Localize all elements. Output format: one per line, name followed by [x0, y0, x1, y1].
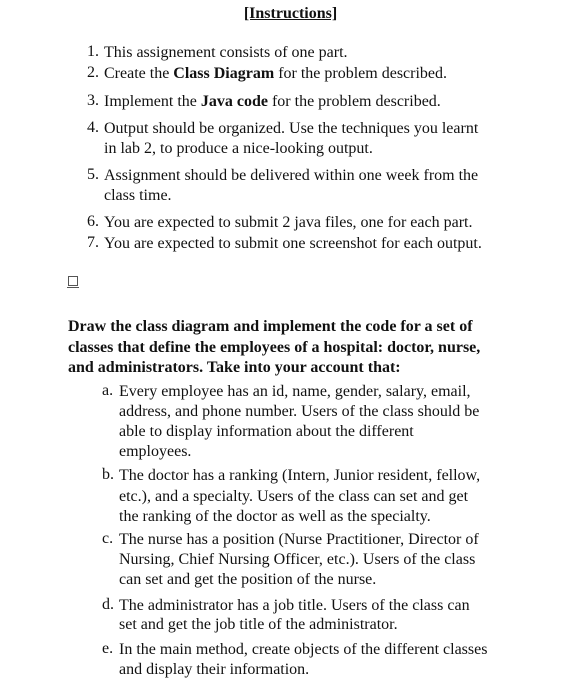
- requirement-letter: a.: [102, 382, 114, 399]
- instruction-number: 5.: [87, 166, 99, 183]
- instruction-text: for the problem described.: [267, 93, 441, 110]
- requirement-e-line-2: and display their information.: [119, 661, 310, 678]
- instruction-emphasis: Class Diagram: [173, 65, 275, 82]
- requirement-a-line-1: Every employee has an id, name, gender, salary, email,: [119, 383, 471, 400]
- instruction-number: 6.: [87, 213, 99, 230]
- instruction-text: Implement the: [104, 93, 201, 110]
- problem-line-1: Draw the class diagram and implement the code for a set of: [68, 318, 473, 335]
- requirement-a-line-4: employees.: [119, 443, 192, 460]
- instruction-text: Create the: [104, 65, 174, 82]
- instruction-item-6: You are expected to submit 2 java files, one for each part.: [104, 214, 473, 231]
- requirement-d-line-1: The administrator has a job title. Users of the class can: [119, 597, 470, 614]
- requirement-c-line-3: can set and get the position of the nurse.: [119, 571, 377, 588]
- instruction-item-3: [104, 92, 441, 112]
- instruction-emphasis: Java code: [200, 93, 268, 110]
- requirement-b-line-1: The doctor has a ranking (Intern, Junior resident, fellow,: [119, 467, 481, 484]
- instruction-number: 2.: [87, 64, 99, 81]
- problem-line-3: and administrators. Take into your account that:: [68, 359, 401, 376]
- instruction-item-7: You are expected to submit one screenshot for each output.: [104, 235, 482, 252]
- requirement-d-line-2: set and get the job title of the administrator.: [119, 616, 398, 633]
- instruction-number: 1.: [87, 43, 99, 60]
- requirement-b-line-3: the ranking of the doctor as well as the specialty.: [119, 508, 431, 525]
- instruction-item-4-line-1: Output should be organized. Use the techniques you learnt: [104, 120, 479, 137]
- instructions-heading: [0, 4, 581, 24]
- instruction-item-4-line-2: in lab 2, to produce a nice-looking output.: [104, 140, 373, 157]
- instruction-number: 7.: [87, 234, 99, 251]
- requirement-b-line-2: etc.), and a specialty. Users of the class can set and get: [119, 488, 469, 505]
- requirement-a-line-3: able to display information about the different: [119, 423, 414, 440]
- instruction-item-5-line-1: Assignment should be delivered within one week from the: [104, 167, 479, 184]
- checkbox-icon: [68, 276, 78, 286]
- requirement-c-line-2: Nursing, Chief Nursing Officer, etc.). Users of the class: [119, 551, 476, 568]
- requirement-letter: e.: [102, 640, 114, 657]
- requirement-c-line-1: The nurse has a position (Nurse Practitioner, Director of: [119, 531, 479, 548]
- instruction-item-5-line-2: class time.: [104, 187, 172, 204]
- requirement-e-line-1: In the main method, create objects of the different classes: [119, 641, 488, 658]
- requirement-letter: d.: [102, 596, 114, 613]
- heading-text: [Instructions]: [243, 5, 338, 22]
- instruction-number: 3.: [87, 92, 99, 109]
- instruction-text: for the problem described.: [274, 65, 448, 82]
- requirement-letter: b.: [102, 466, 114, 483]
- requirement-a-line-2: address, and phone number. Users of the class should be: [119, 403, 480, 420]
- requirement-letter: c.: [102, 530, 114, 547]
- instruction-number: 4.: [87, 119, 99, 136]
- problem-line-2: classes that define the employees of a hospital: doctor, nurse,: [68, 339, 481, 356]
- instruction-item-1: This assignement consists of one part.: [104, 44, 348, 61]
- instruction-item-2: [104, 64, 447, 84]
